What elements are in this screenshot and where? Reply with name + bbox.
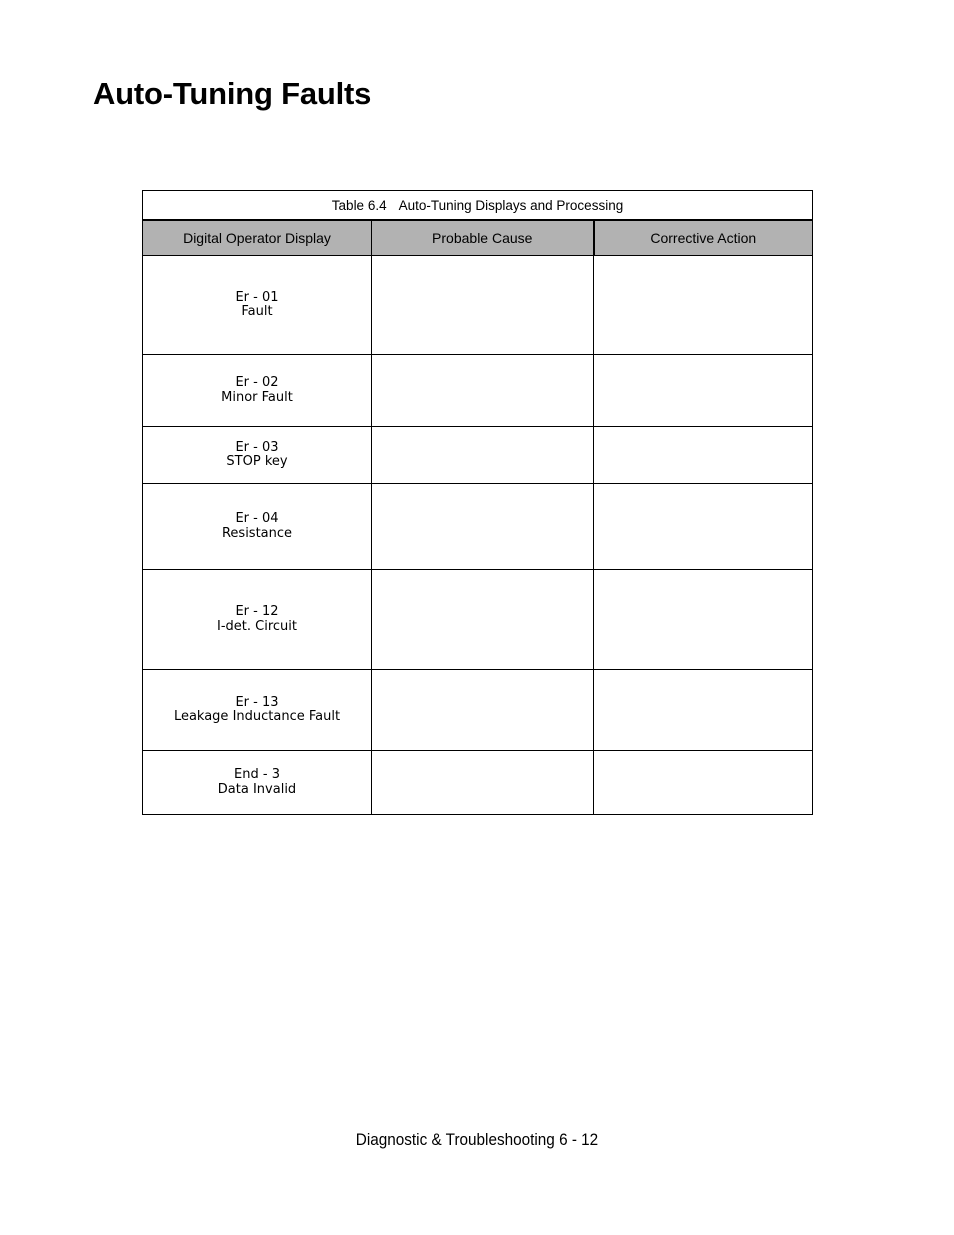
display-cell: [143, 427, 372, 484]
page-title: Auto-Tuning Faults: [93, 76, 372, 111]
column-header-cause: Probable Cause: [372, 220, 594, 256]
table-caption-number: Table 6.4: [331, 197, 387, 213]
table-row: [143, 751, 813, 815]
table-row: [143, 484, 813, 570]
table-row: [143, 256, 813, 355]
action-cell: [594, 751, 813, 815]
fault-table-container: [142, 190, 812, 815]
cause-cell: [372, 355, 594, 427]
column-header-action: Corrective Action: [594, 220, 813, 256]
table-caption-text: Auto-Tuning Displays and Processing: [398, 197, 624, 213]
fault-label: Data Invalid: [217, 781, 297, 797]
fault-label: Fault: [241, 304, 273, 319]
table-row: [143, 570, 813, 670]
cause-cell: [372, 670, 594, 751]
action-cell: [594, 355, 813, 427]
fault-label: I-det. Circuit: [217, 618, 297, 634]
fault-code: End - 3: [234, 767, 280, 782]
page-footer: Diagnostic & Troubleshooting 6 - 12: [355, 1130, 599, 1149]
action-cell: [594, 670, 813, 751]
column-header-display: Digital Operator Display: [143, 220, 372, 256]
display-cell: [143, 355, 372, 427]
action-cell: [594, 256, 813, 355]
table-caption: [143, 191, 813, 221]
fault-code: Er - 03: [235, 439, 279, 455]
display-cell: [143, 751, 372, 815]
display-cell: [143, 484, 372, 570]
table-header-row: [143, 220, 813, 256]
table-row: [143, 427, 813, 484]
fault-code: Er - 12: [235, 604, 279, 619]
action-cell: [594, 427, 813, 484]
fault-label: Resistance: [221, 525, 293, 541]
table-caption-row: [143, 191, 813, 221]
fault-code: Er - 02: [235, 375, 279, 390]
fault-code: Er - 04: [235, 511, 279, 526]
display-cell: [143, 256, 372, 355]
table-row: [143, 355, 813, 427]
fault-label: Minor Fault: [221, 389, 293, 405]
cause-cell: [372, 570, 594, 670]
auto-tuning-fault-table: [142, 190, 813, 815]
fault-label: Leakage Inductance Fault: [173, 709, 341, 724]
cause-cell: [372, 751, 594, 815]
action-cell: [594, 484, 813, 570]
fault-code: Er - 01: [235, 289, 279, 305]
fault-label: STOP key: [226, 454, 288, 469]
cause-cell: [372, 427, 594, 484]
display-cell: [143, 670, 372, 751]
cause-cell: [372, 256, 594, 355]
fault-code: Er - 13: [235, 694, 279, 710]
action-cell: [594, 570, 813, 670]
cause-cell: [372, 484, 594, 570]
table-row: [143, 670, 813, 751]
display-cell: [143, 570, 372, 670]
